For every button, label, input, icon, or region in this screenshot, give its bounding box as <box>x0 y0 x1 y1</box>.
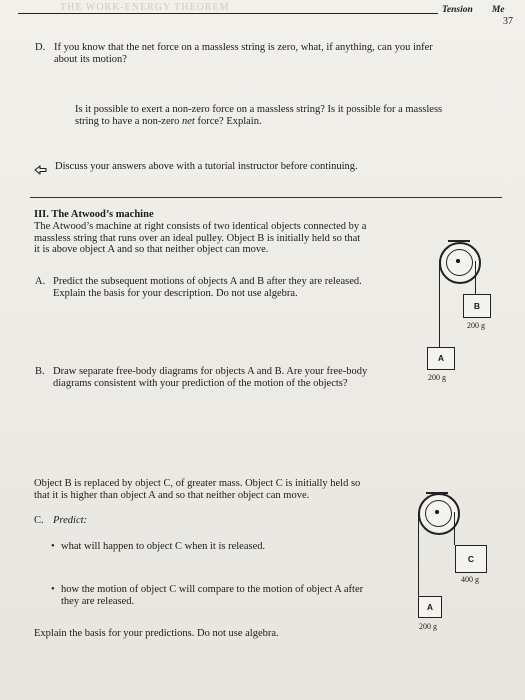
section-intro: The Atwood’s machine at right consists of two identical objects connected by a massless string that runs over an ideal pulley. Object B is initially held so that it is above object A and so that neither object can move. <box>34 221 367 256</box>
pulley-groove <box>425 500 452 527</box>
part-b-text: Draw separate free-body diagrams for objects A and B. Are your free-body diagrams consistent with your prediction of the motion of the objects? <box>53 366 368 389</box>
header-title: Tension Me <box>442 5 505 15</box>
part-c-label: C. <box>34 515 44 526</box>
object-a-box: A <box>427 347 455 370</box>
part-c-title: Predict: <box>53 515 88 526</box>
bullet-2-text: how the motion of object C will compare to the motion of object A after they are released. <box>61 584 364 607</box>
section-divider <box>30 197 502 198</box>
part-b-label: B. <box>35 366 45 377</box>
object-b-mass: 200 g <box>467 321 485 330</box>
pulley-axle <box>435 510 439 514</box>
pointing-hand-icon <box>34 162 48 172</box>
part-d-question-1: If you know that the net force on a massless string is zero, what, if anything, can you infer about its motion? <box>54 42 433 65</box>
pulley-axle <box>456 259 460 263</box>
object-c-box: C <box>455 545 487 573</box>
string-right <box>475 261 476 294</box>
part-a-text: Predict the subsequent motions of objects A and B after they are released. Explain the basis for your description. Do not use algebra. <box>53 276 362 299</box>
part-d-question-2: Is it possible to exert a non-zero force on a massless string? Is it possible for a massless string to have a non-zero net force? Explain. <box>75 104 443 127</box>
header-rule <box>18 13 438 14</box>
section-title: III. The Atwood’s machine <box>34 209 154 220</box>
checkpoint-instruction: Discuss your answers above with a tutorial instructor before continuing. <box>55 161 358 172</box>
bullet-dot: • <box>51 541 55 552</box>
replacement-text: Object B is replaced by object C, of greater mass. Object C is initially held so that it is higher than object A and so that neither object can move. <box>34 478 361 501</box>
header-ghost-title: THE WORK-ENERGY THEOREM <box>60 2 230 13</box>
object-a-mass: 200 g <box>428 373 446 382</box>
string-right <box>454 512 455 545</box>
part-d-label: D. <box>35 42 46 53</box>
explain-instruction: Explain the basis for your predictions. Do not use algebra. <box>34 628 279 639</box>
page-number: 37 <box>503 16 513 27</box>
bullet-dot: • <box>51 584 55 595</box>
object-b-box: B <box>463 294 491 318</box>
object-c-mass: 400 g <box>461 575 479 584</box>
string-left <box>439 261 440 347</box>
pulley-groove <box>446 249 473 276</box>
object-a-box: A <box>418 596 442 618</box>
part-a-label: A. <box>35 276 46 287</box>
bullet-1-text: what will happen to object C when it is released. <box>61 541 266 552</box>
string-left <box>418 512 419 596</box>
object-a-mass: 200 g <box>419 622 437 631</box>
